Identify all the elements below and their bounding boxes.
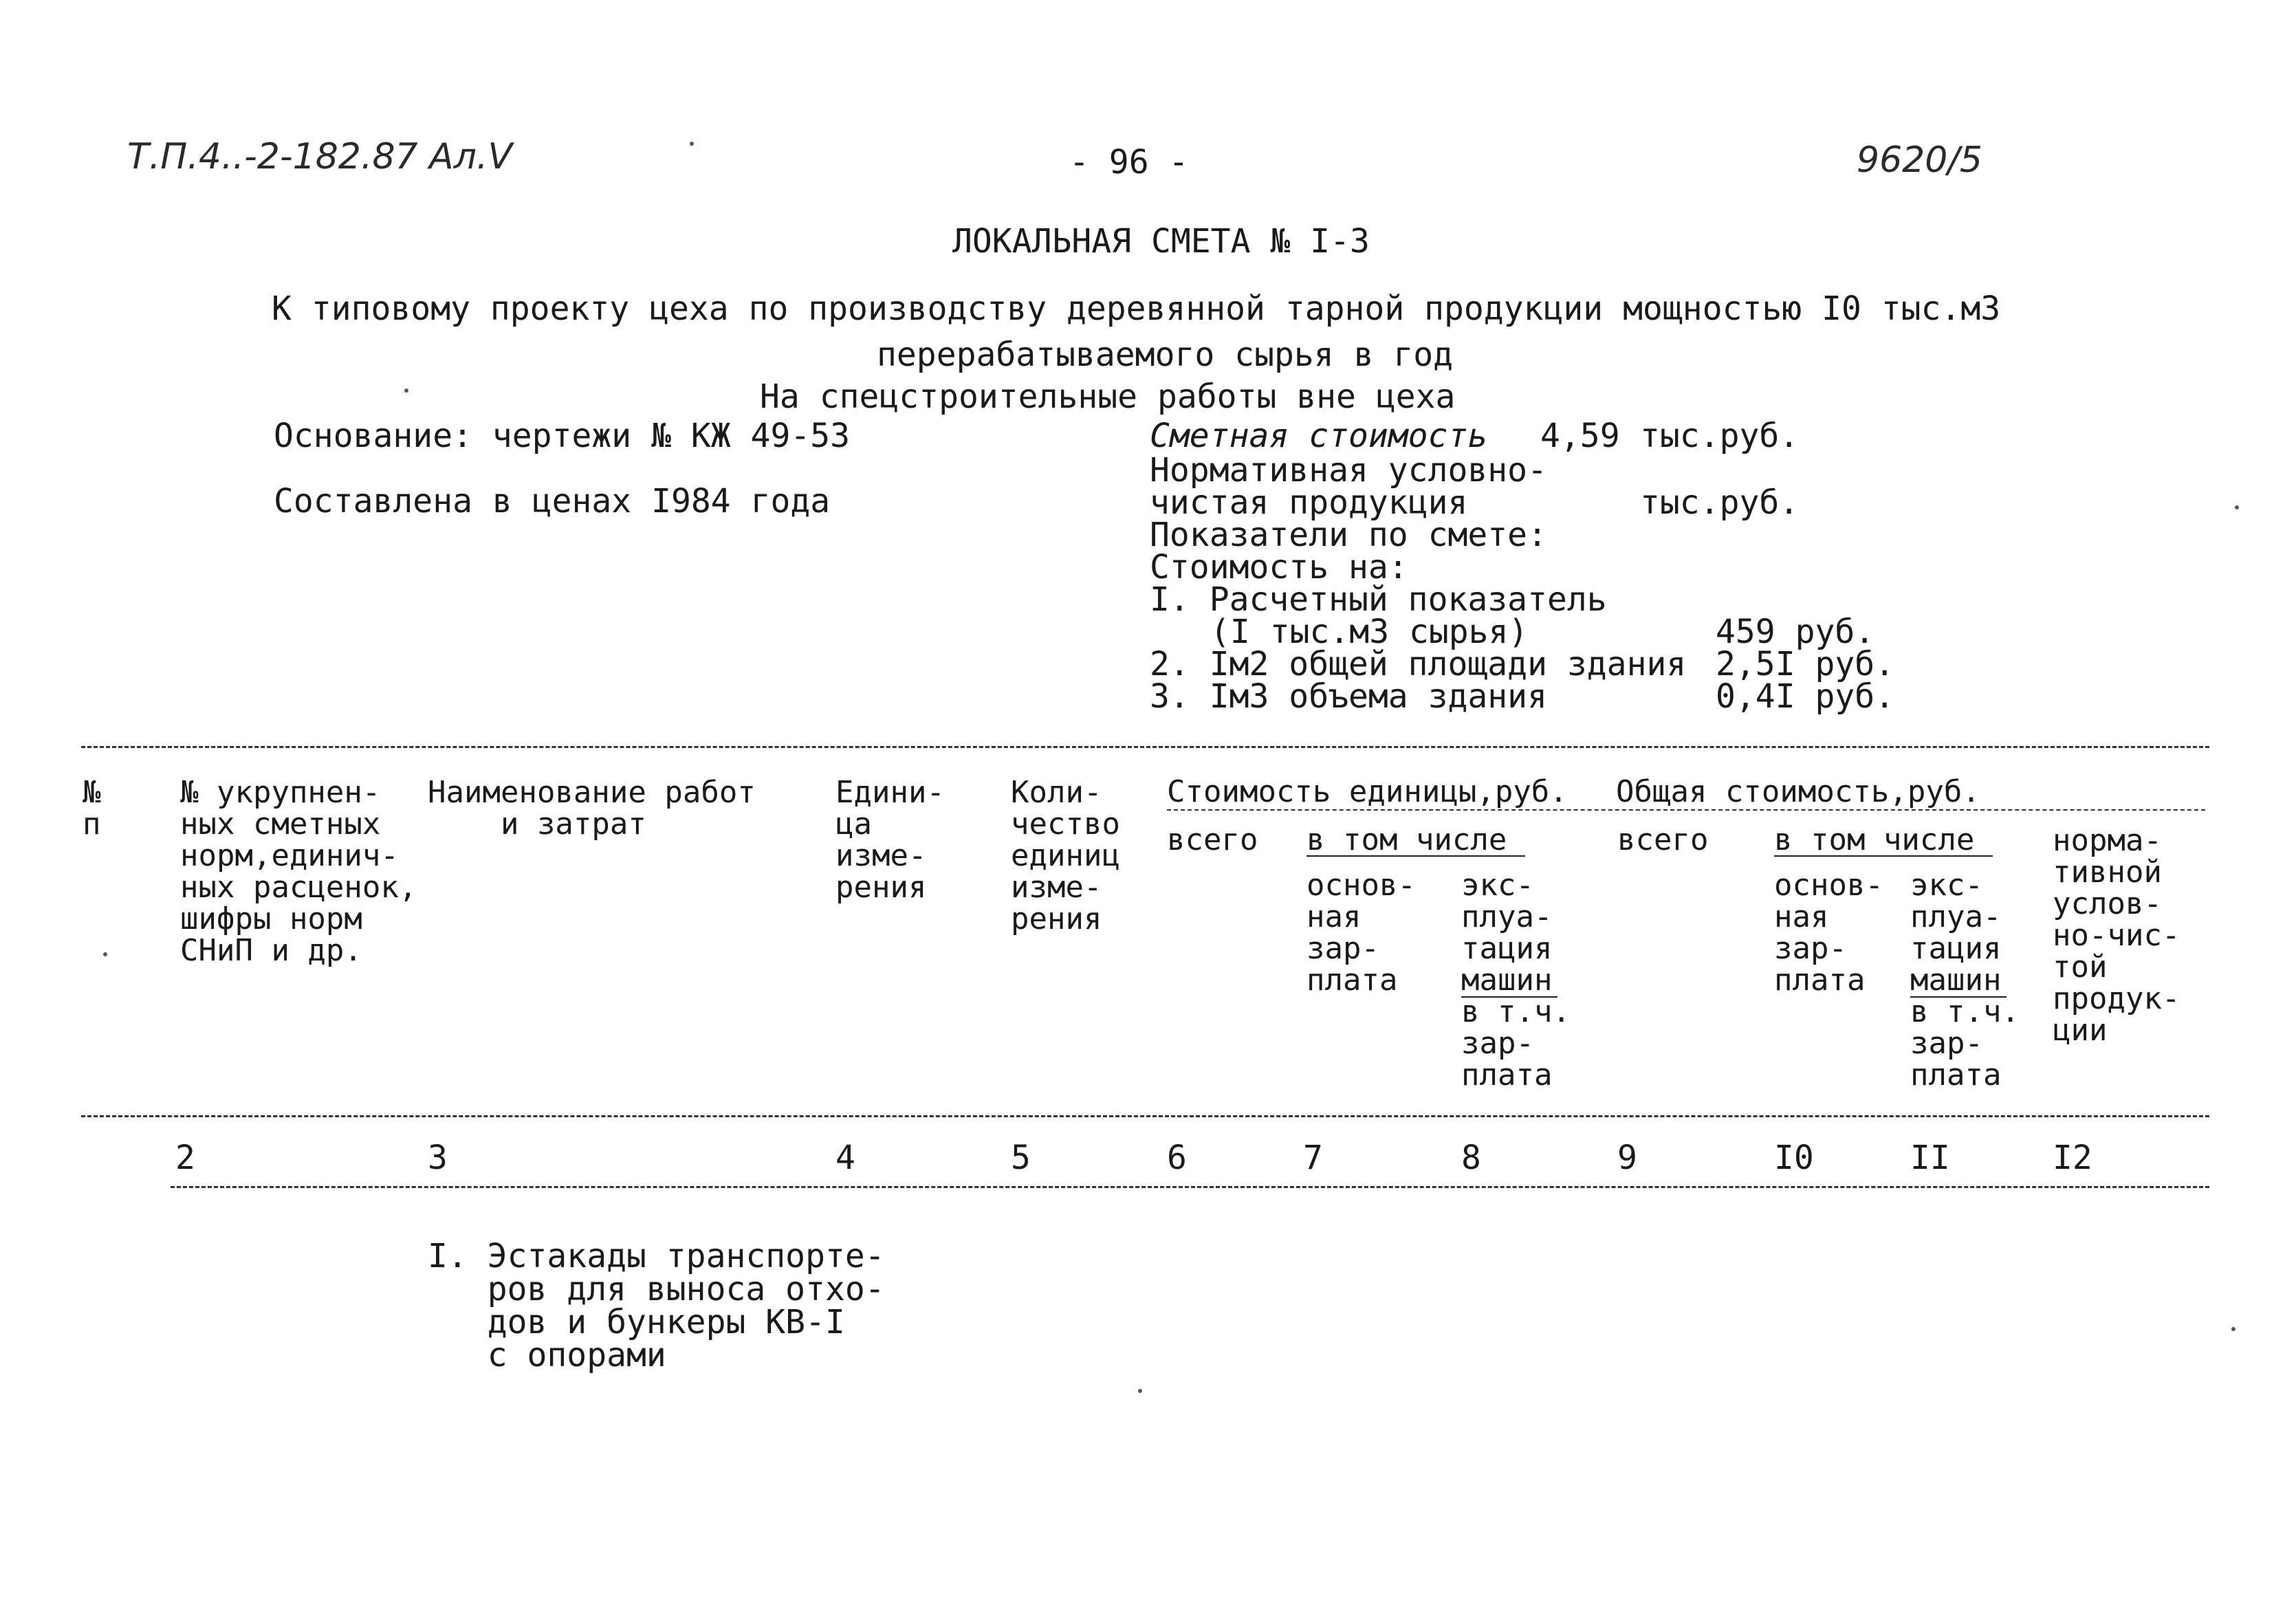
header-bottom-rule <box>81 1115 2209 1117</box>
header-unit-machine-wage: в т.ч. зар- плата <box>1461 994 1571 1093</box>
header-work-name: Наименование работ и затрат <box>428 775 756 842</box>
column-number-7: 7 <box>1303 1139 1323 1177</box>
column-number-8: 8 <box>1461 1139 1481 1177</box>
header-unit-total: всего <box>1167 822 1258 857</box>
estimate-cost-value: 4,59 <box>1540 417 1620 455</box>
page-number: - 96 - <box>1069 143 1189 182</box>
column-number-6: 6 <box>1167 1139 1187 1177</box>
header-row-number: № п <box>83 775 101 842</box>
column-number-4: 4 <box>835 1139 855 1177</box>
scan-speck <box>690 142 694 146</box>
header-unit-machine-op: экс- плуа- тация <box>1461 868 1553 966</box>
column-number-9: 9 <box>1617 1139 1637 1177</box>
indicator-2-label: 2. Iм2 общей площади здания <box>1150 645 1687 683</box>
subtitle-line-3: На спецстроительные работы вне цеха <box>760 377 1456 416</box>
scan-speck <box>2235 505 2239 509</box>
column-numbers-rule <box>171 1186 2209 1188</box>
column-number-5: 5 <box>1011 1139 1031 1177</box>
basis-drawings: Основание: чертежи № КЖ 49-53 <box>274 417 851 455</box>
column-number-3: 3 <box>428 1139 448 1177</box>
indicator-2-value: 2,5I руб. <box>1716 645 1895 683</box>
header-norm-codes: № укрупнен- ных сметных норм,единич- ных расценок, шифры норм СНиП и др. <box>180 775 417 968</box>
header-unit-cost: Стоимость единицы,руб. <box>1167 774 1568 809</box>
scan-speck <box>404 388 408 393</box>
indicator-1-value: 459 руб. <box>1716 613 1875 651</box>
document-number: 9620/5 <box>1857 140 1982 181</box>
column-number-10: I0 <box>1774 1139 1814 1177</box>
document-title: ЛОКАЛЬНАЯ СМЕТА № I-3 <box>952 222 1370 261</box>
subtitle-line-1: К типовому проекту цеха по производству деревянной тарной продукции мощностью I0 тыс.м3 <box>272 289 2001 328</box>
indicators-heading: Показатели по смете: <box>1150 516 1547 554</box>
normative-product-line-2: чистая продукция <box>1150 483 1468 522</box>
section-title: I. Эстакады транспорте- ров для выноса отхо- дов и бункеры КВ-I с опорами <box>428 1237 885 1374</box>
table-top-rule <box>81 746 2209 748</box>
header-grand-including: в том числе <box>1774 822 1975 857</box>
estimate-cost-unit: тыс.руб. <box>1640 417 1800 455</box>
subtitle-line-2: перерабатываемого сырья в год <box>877 336 1454 374</box>
indicator-3-label: 3. Iм3 объема здания <box>1150 677 1547 716</box>
header-quantity: Коли- чество единиц изме- рения <box>1011 775 1120 936</box>
column-number-2: 2 <box>175 1139 195 1177</box>
indicator-1-label: I. Расчетный показатель <box>1150 580 1607 619</box>
estimate-cost-label: Сметная стоимость <box>1150 417 1488 455</box>
unit-including-underline <box>1307 855 1525 857</box>
normative-product-unit: тыс.руб. <box>1640 483 1800 522</box>
header-unit-including: в том числе <box>1307 822 1507 857</box>
header-grand-machine-op: экс- плуа- тация <box>1910 868 2002 966</box>
normative-product-line-1: Нормативная условно- <box>1150 451 1547 490</box>
header-unit-machines: машин <box>1461 963 1553 998</box>
basis-prices: Составлена в ценах I984 года <box>274 482 831 520</box>
indicator-1-sublabel: (I тыс.м3 сырья) <box>1210 613 1529 651</box>
header-grand-total: всего <box>1617 822 1709 857</box>
grand-including-underline <box>1774 855 1993 857</box>
scan-speck <box>103 952 107 956</box>
column-number-11: II <box>1910 1139 1950 1177</box>
scan-speck <box>2231 1327 2235 1331</box>
document-code: Т.П.4..-2-182.87 Ал.V <box>127 136 513 177</box>
header-unit-base-wage: основ- ная зар- плата <box>1307 868 1416 998</box>
header-grand-machines: машин <box>1910 963 2002 998</box>
header-total-cost: Общая стоимость,руб. <box>1616 774 1980 809</box>
header-grand-machine-wage: в т.ч. зар- плата <box>1910 994 2020 1093</box>
cost-on-heading: Стоимость на: <box>1150 548 1408 586</box>
header-normative-product: норма- тивной услов- но-чис- той продук- ции <box>2053 823 2180 1048</box>
indicator-3-value: 0,4I руб. <box>1716 677 1895 716</box>
column-number-12: I2 <box>2053 1139 2092 1177</box>
scan-speck <box>1138 1389 1142 1393</box>
header-grand-base-wage: основ- ная зар- плата <box>1774 868 1883 998</box>
cost-group-rule <box>1167 809 2205 811</box>
header-unit: Едини- ца изме- рения <box>835 775 945 905</box>
